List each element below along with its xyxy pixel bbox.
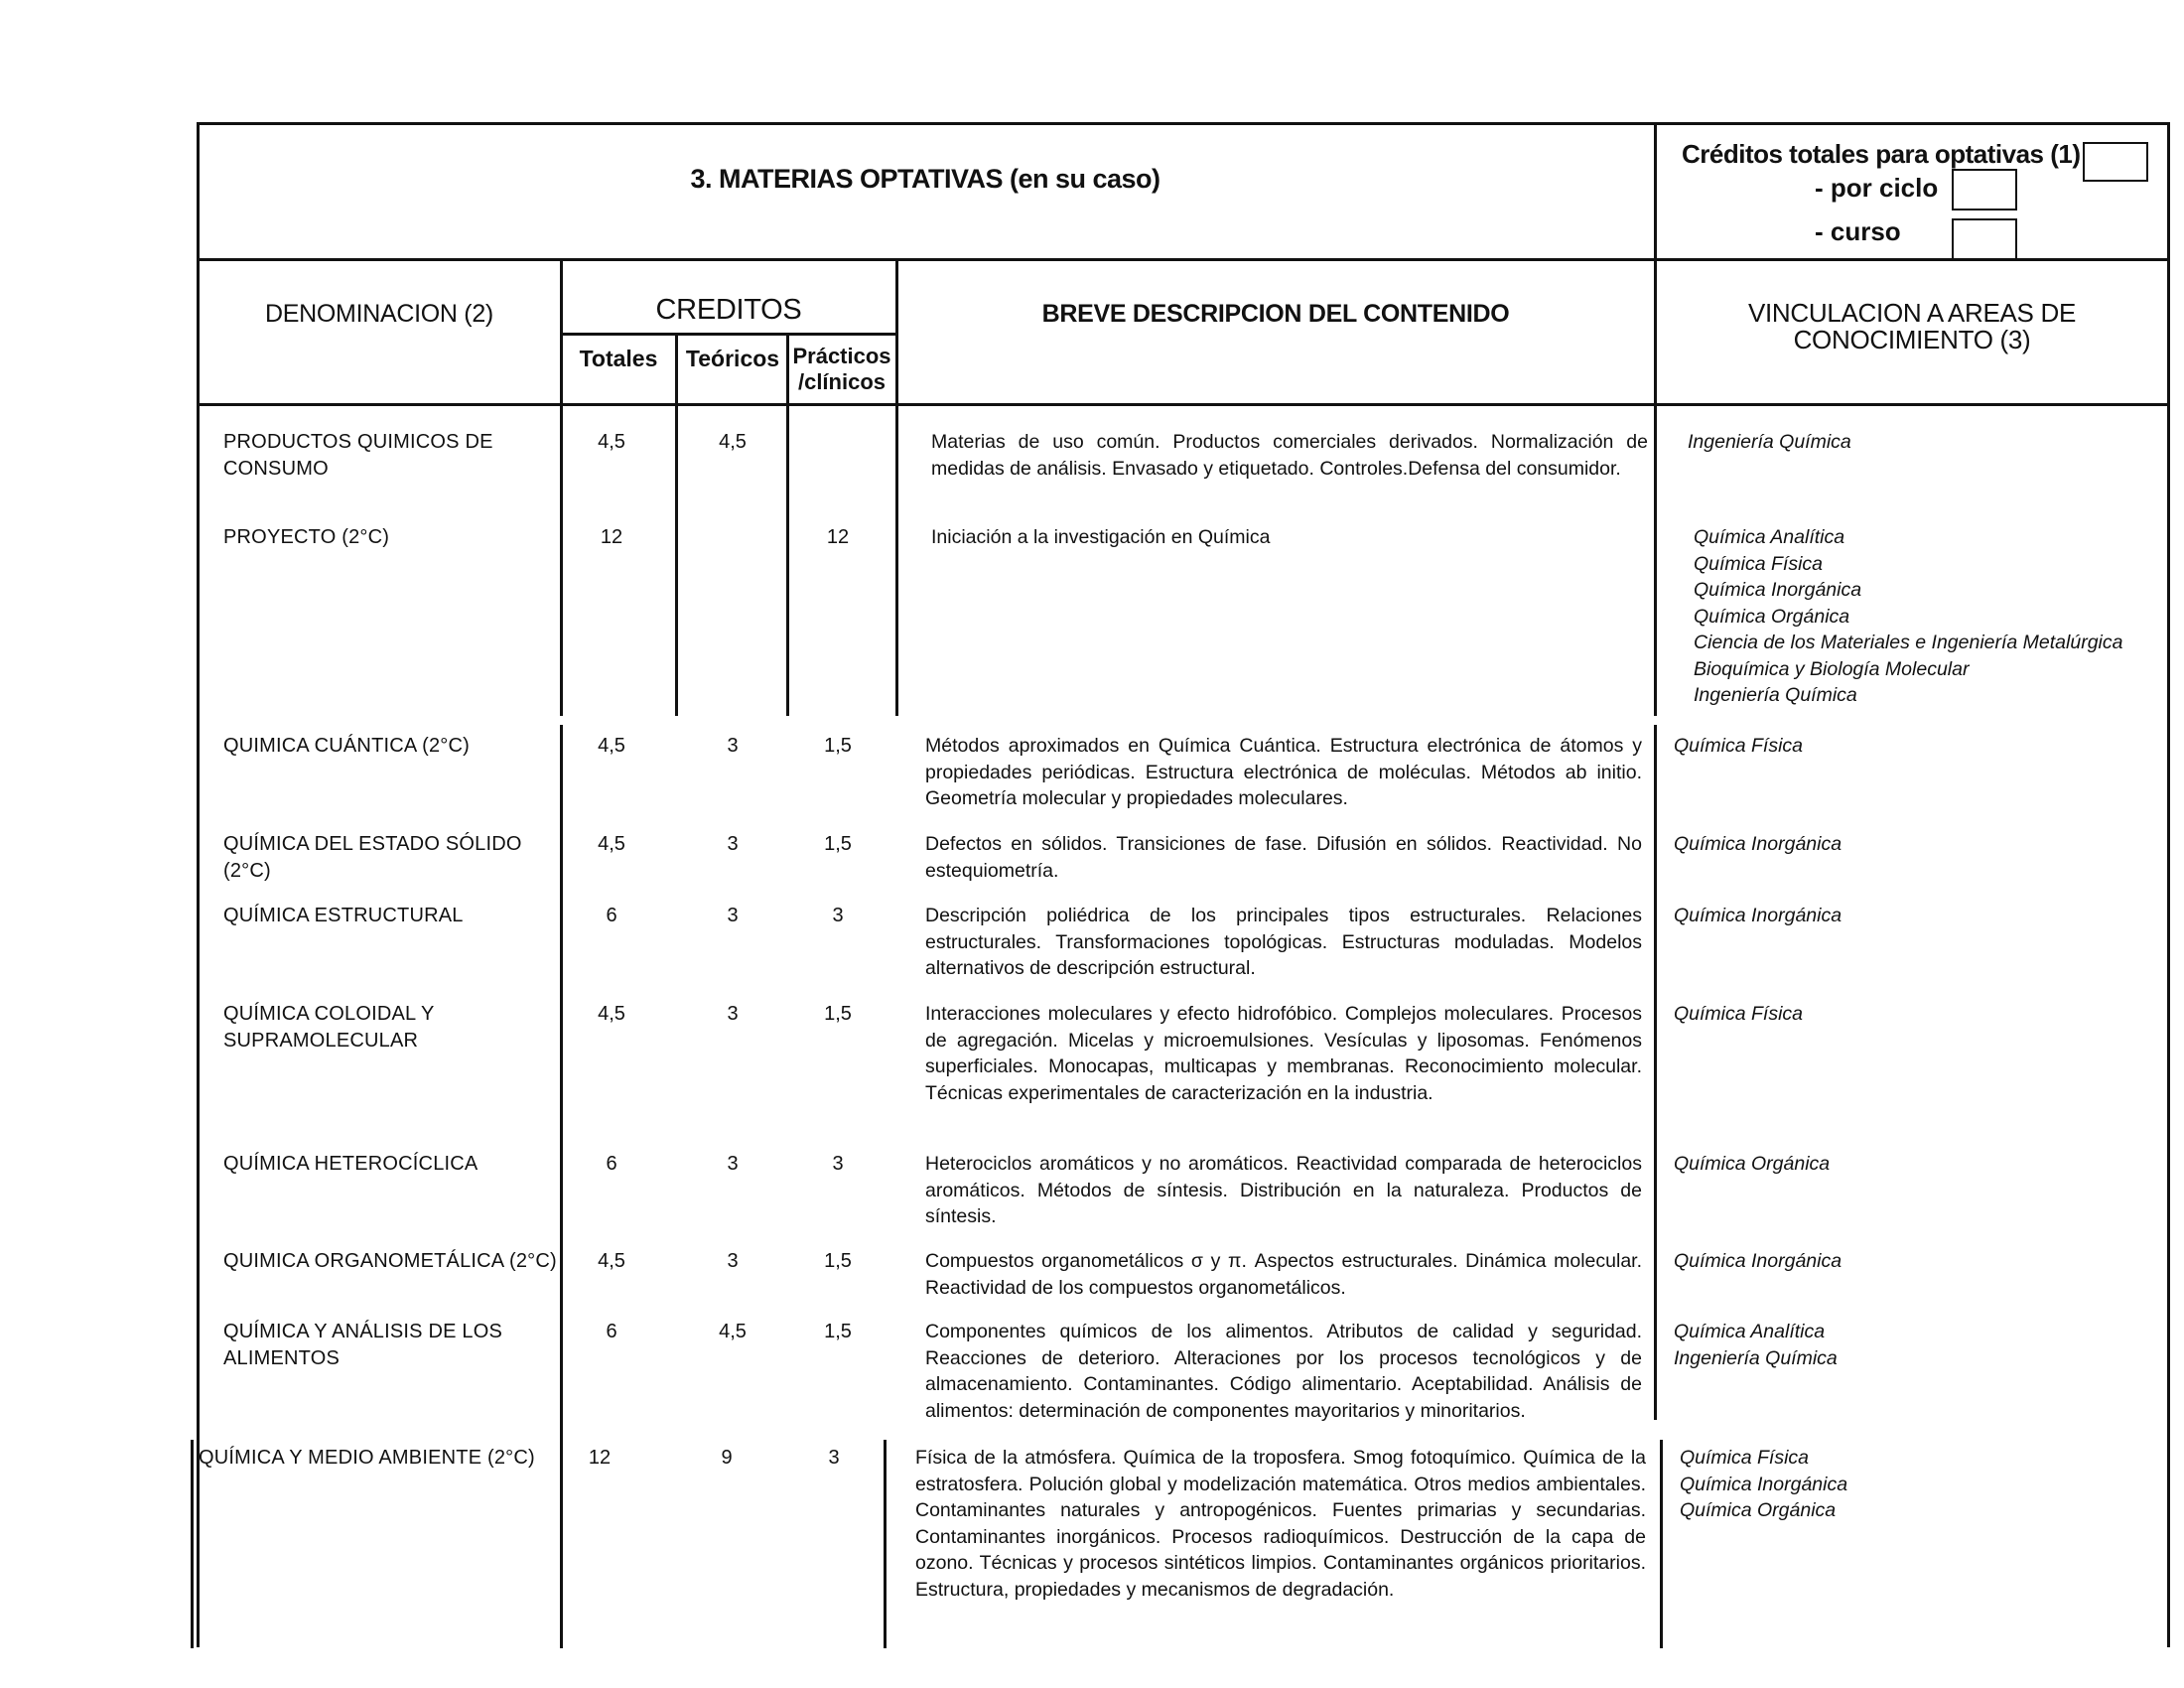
area-item: Química Inorgánica (1694, 579, 1862, 601)
description-cell: Compuestos organometálicos σ y π. Aspectos estructurales. Dinámica molecular. Reactividad de los compuestos organometálicos. (925, 1250, 1642, 1299)
denominacion-cell: PROYECTO (2°C) (223, 526, 390, 548)
areas-cell (1694, 524, 2180, 709)
practicos-cell: 3 (828, 1447, 840, 1469)
denominacion-cell: PRODUCTOS QUIMICOS DE CONSUMO (223, 431, 493, 480)
column-rule (191, 1440, 194, 1648)
teoricos-cell: 4,5 (719, 431, 747, 453)
teoricos-cell: 3 (727, 905, 739, 926)
area-item: Química Inorgánica (1680, 1473, 1848, 1495)
area-item: Química Orgánica (1694, 605, 1850, 628)
creditos-totales-label: Créditos totales para optativas (1) (1682, 139, 2081, 169)
practicos-cell: 3 (832, 1153, 844, 1175)
teoricos-cell: 3 (727, 735, 739, 757)
description-cell: Componentes químicos de los alimentos. Atributos de calidad y seguridad. Reacciones de deterioro. Alteraciones por los procesos tecnológicos y de almacenamiento. Contaminantes. Código alimentario. Aceptabilidad. Análisis de alimentos: determinación de componentes mayoritarios y minoritarios. (925, 1321, 1642, 1422)
description-cell: Descripción poliédrica de los principales tipos estructurales. Relaciones estructurales. Transformaciones topológicas. Estructuras moduladas. Modelos alternativos de descripción estructural. (925, 905, 1642, 979)
description-cell: Defectos en sólidos. Transiciones de fase. Difusión en sólidos. Reactividad. No estequiometría. (925, 833, 1642, 882)
practicos-cell: 1,5 (824, 735, 852, 757)
totales-cell: 4,5 (598, 833, 625, 855)
area-item: Química Inorgánica (1674, 833, 1843, 855)
totales-cell: 12 (588, 1447, 612, 1469)
practicos-cell: 1,5 (824, 833, 852, 855)
teoricos-cell: 4,5 (719, 1321, 747, 1342)
practicos-cell: 1,5 (824, 1321, 852, 1342)
area-item: Química Orgánica (1680, 1499, 1837, 1521)
denominacion-cell: QUÍMICA Y MEDIO AMBIENTE (2°C) (199, 1447, 535, 1469)
description-cell: Materias de uso común. Productos comerciales derivados. Normalización de medidas de análisis. Envasado y etiquetado. Controles.Defensa del consumidor. (931, 431, 1648, 480)
column-rule (1654, 406, 1657, 716)
practicos-cell: 3 (832, 905, 844, 926)
column-rule (884, 1440, 887, 1648)
teoricos-cell: 3 (727, 833, 739, 855)
area-item: Química Física (1680, 1447, 1810, 1469)
practicos-cell: 1,5 (824, 1003, 852, 1025)
area-item: Química Inorgánica (1674, 905, 1843, 926)
teoricos-header: Teóricos (685, 346, 780, 371)
denominacion-header: DENOMINACION (2) (265, 300, 493, 328)
description-cell: Interacciones moleculares y efecto hidrofóbico. Complejos moleculares. Procesos de agregación. Micelas y microemulsiones. Vesículas y liposomas. Fenómenos superficiales. Monocapas, multicapas y membranas. Reconocimiento molecular. Técnicas experimentales de caracterización en la industria. (925, 1003, 1642, 1104)
area-item: Ingeniería Química (1674, 1346, 1838, 1369)
areas-cell (1674, 1319, 2160, 1371)
totales-header: Totales (579, 346, 658, 371)
denominacion-cell: QUIMICA ORGANOMETÁLICA (2°C) (223, 1250, 557, 1272)
areas-cell (1674, 1151, 2160, 1178)
area-item: Química Física (1674, 735, 1804, 757)
denominacion-cell: QUÍMICA Y ANÁLISIS DE LOS ALIMENTOS (223, 1321, 503, 1369)
area-item: Bioquímica y Biología Molecular (1694, 657, 1970, 680)
teoricos-cell: 9 (721, 1447, 733, 1469)
column-rule (1654, 725, 1657, 1420)
description-cell: Heterociclos aromáticos y no aromáticos. Reactividad comparada de heterociclos aromáticos. Métodos de síntesis. Distribución en la naturaleza. Productos de síntesis. (925, 1153, 1642, 1227)
totales-cell: 6 (606, 1321, 617, 1342)
column-rule (1660, 1440, 1663, 1648)
curso-label: - curso (1815, 216, 1901, 246)
descripcion-header: BREVE DESCRIPCION DEL CONTENIDO (1041, 300, 1510, 328)
area-item: Química Física (1674, 1003, 1804, 1025)
column-rule (895, 406, 898, 716)
practicos-cell: 12 (826, 526, 850, 548)
teoricos-cell: 3 (727, 1250, 739, 1272)
denominacion-cell: QUÍMICA ESTRUCTURAL (223, 905, 464, 926)
area-item: Ingeniería Química (1694, 684, 1857, 706)
area-item: Ingeniería Química (1688, 431, 1851, 453)
section-title: 3. MATERIAS OPTATIVAS (en su caso) (690, 164, 1160, 194)
area-item: Química Física (1694, 552, 1824, 575)
areas-cell (1674, 831, 2160, 858)
por-ciclo-label: - por ciclo (1815, 173, 1939, 203)
practicos-cell: 1,5 (824, 1250, 852, 1272)
practicos-header: Prácticos /clínicos (792, 344, 891, 394)
vinculacion-header: VINCULACION A AREAS DE CONOCIMIENTO (3) (1747, 298, 2077, 354)
area-item: Química Inorgánica (1674, 1250, 1843, 1272)
areas-cell (1688, 429, 2174, 456)
areas-cell (1674, 903, 2160, 929)
totales-cell: 12 (600, 526, 623, 548)
por-ciclo-box (1952, 169, 2017, 211)
totales-cell: 4,5 (598, 431, 625, 453)
description-cell: Métodos aproximados en Química Cuántica. Estructura electrónica de átomos y propiedades periódicas. Estructura electrónica de moléculas. Métodos ab initio. Geometría molecular y propiedades moleculares. (925, 735, 1642, 809)
areas-cell (1674, 1001, 2160, 1028)
totales-cell: 4,5 (598, 735, 625, 757)
creditos-totales-box (2083, 142, 2148, 182)
totales-cell: 6 (606, 905, 617, 926)
totales-cell: 4,5 (598, 1250, 625, 1272)
area-item: Química Analítica (1694, 526, 1845, 548)
areas-cell (1674, 1248, 2160, 1275)
description-cell: Iniciación a la investigación en Química (931, 526, 1271, 548)
creditos-header: CREDITOS (655, 294, 802, 326)
areas-cell (1674, 733, 2160, 760)
denominacion-cell: QUÍMICA DEL ESTADO SÓLIDO (2°C) (223, 833, 522, 882)
totales-cell: 6 (606, 1153, 617, 1175)
curso-box (1952, 218, 2017, 260)
description-cell: Física de la atmósfera. Química de la troposfera. Smog fotoquímico. Química de la estratosfera. Polución global y modelización matemática. Otros medios ambientales. Contaminantes naturales y antropogénicos. Fuentes primarias y secundarias. Contaminantes inorgánicos. Procesos radioquímicos. Destrucción de la capa de ozono. Técnicas y procesos sintéticos limpios. Contaminantes orgánicos prioritarios. Estructura, propiedades y mecanismos de degradación. (915, 1447, 1646, 1601)
teoricos-cell: 3 (727, 1153, 739, 1175)
creditos-subheader-rule (560, 333, 898, 336)
areas-cell (1680, 1445, 2166, 1524)
denominacion-cell: QUIMICA CUÁNTICA (2°C) (223, 735, 470, 757)
area-item: Ciencia de los Materiales e Ingeniería Metalúrgica (1694, 632, 2123, 653)
teoricos-cell: 3 (727, 1003, 739, 1025)
header-divider (1654, 122, 1657, 261)
area-item: Química Orgánica (1674, 1153, 1831, 1175)
denominacion-cell: QUÍMICA HETEROCÍCLICA (223, 1153, 478, 1175)
area-item: Química Analítica (1674, 1321, 1826, 1342)
denominacion-cell: QUÍMICA COLOIDAL Y SUPRAMOLECULAR (223, 1003, 435, 1052)
totales-cell: 4,5 (598, 1003, 625, 1025)
